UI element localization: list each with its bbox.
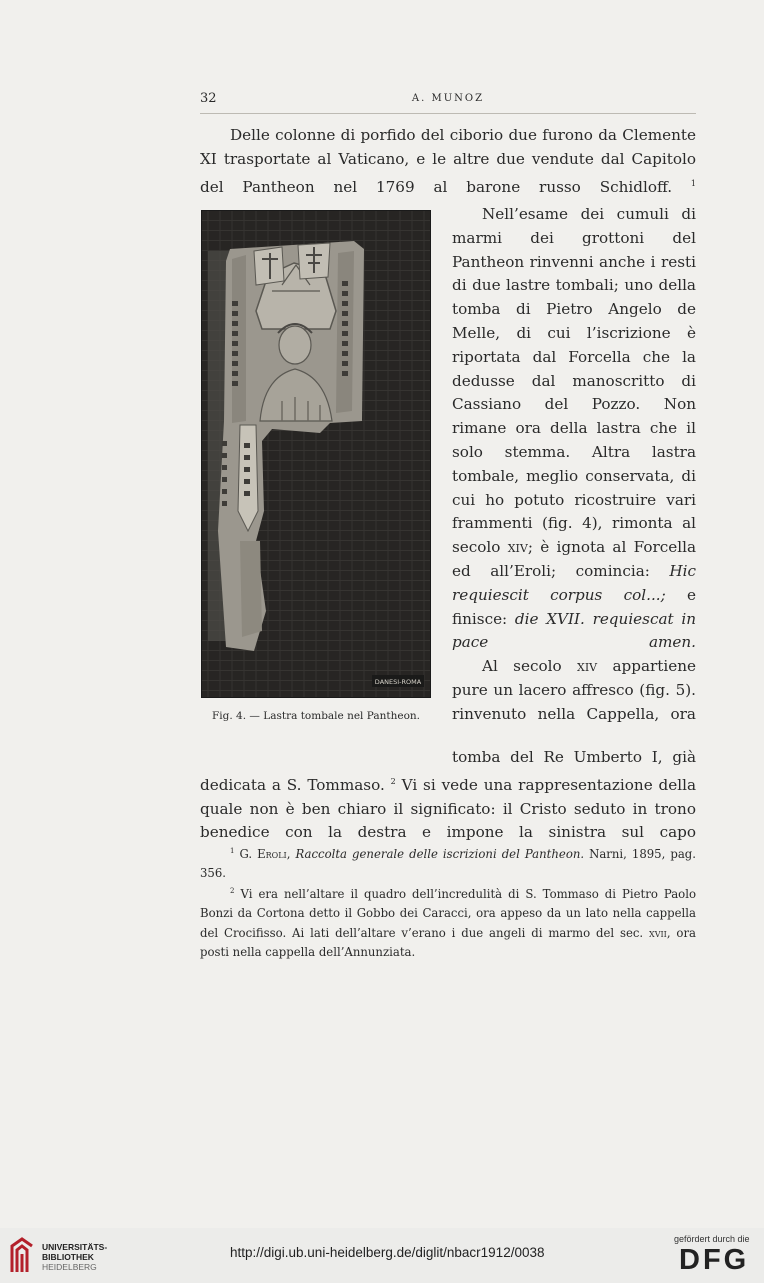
permalink-url[interactable]: http://digi.ub.uni-heidelberg.de/diglit/nbacr1912/0038 bbox=[230, 1245, 545, 1260]
paragraph-tomb-slabs: Nell’esame dei cumuli di marmi dei grottoni del Pantheon rinvenni anche i resti di due lastre tombali; uno della tomba di Pietro Angelo de Melle, di cui l’iscrizione è riportata dal Forcella che la dedusse dal manoscritto di Cassiano del Pozzo. Non rimane ora della lastra che il solo stemma. Altra lastra tombale, meglio conservata, di cui ho potuto ricostruire vari frammenti (fig. 4), rimonta al secolo xiv; è ignota al Forcella ed all’Eroli; comincia: Hic requiescit corpus col...; e finisce: die XVII. requiescat in pace amen. Al secolo xiv appartiene pure un lacero affresco (fig. 5). rinvenuto nella Cappella, ora bbox=[452, 205, 697, 723]
figure-4-photo bbox=[201, 210, 431, 698]
header-rule bbox=[200, 113, 696, 114]
footnote-1: $^1$ G. Eroli, Raccolta generale delle iscrizioni del Pantheon. Narni, 1895, pag. 356. bbox=[200, 846, 696, 881]
footnote-ref-1: 1 bbox=[690, 178, 697, 188]
footnote-2: $^2$ Vi era nell’altare il quadro dell’incredulità di S. Tommaso di Pietro Paolo Bonzi da Cortona detto il Gobbo dei Caracci, ora appeso da un lato nella cappella del Crocifisso. Ai lati dell’altare v’erano i due angeli di marmo del sec. xvii, ora posti nella cappella dell’Annunziata. bbox=[200, 886, 696, 960]
library-name: UNIVERSITÄTS- BIBLIOTHEK HEIDELBERG bbox=[42, 1242, 108, 1272]
paragraph-porphyry-columns: Delle colonne di porfido del ciborio due furono da Clemente XI trasportate al Vaticano, e le altre due vendute dal Capitolo del Pantheon nel 1769 al barone russo Schidloff. $^1$ bbox=[200, 126, 697, 196]
dfg-logo: DFG bbox=[679, 1244, 750, 1276]
inscription-explicit: die XVII. requiescat in pace amen. bbox=[452, 609, 696, 652]
footnote-ref-2: 2 bbox=[390, 776, 396, 786]
tomb-slab-image bbox=[202, 211, 430, 697]
running-title: A. MUNOZ bbox=[411, 93, 485, 104]
figure-caption: Fig. 4. — Lastra tombale nel Pantheon. bbox=[212, 710, 420, 722]
paragraph-fresco: tomba del Re Umberto I, già dedicata a S. Tommaso. $^2$ Vi si vede una rappresentazione della quale non è ben chiaro il significato: il Cristo seduto in trono benedice con la destra e impone la sinistra sul capo bbox=[200, 748, 697, 842]
photo-mark: DANESI-ROMA bbox=[374, 678, 422, 686]
page-header bbox=[200, 91, 696, 113]
viewer-footer bbox=[0, 1228, 764, 1283]
page-number: 32 bbox=[200, 91, 217, 106]
library-logo-icon bbox=[8, 1236, 36, 1274]
funding-label: gefördert durch die bbox=[674, 1234, 750, 1244]
inscription-incipit: Hic requiescit corpus col...; bbox=[452, 561, 696, 604]
